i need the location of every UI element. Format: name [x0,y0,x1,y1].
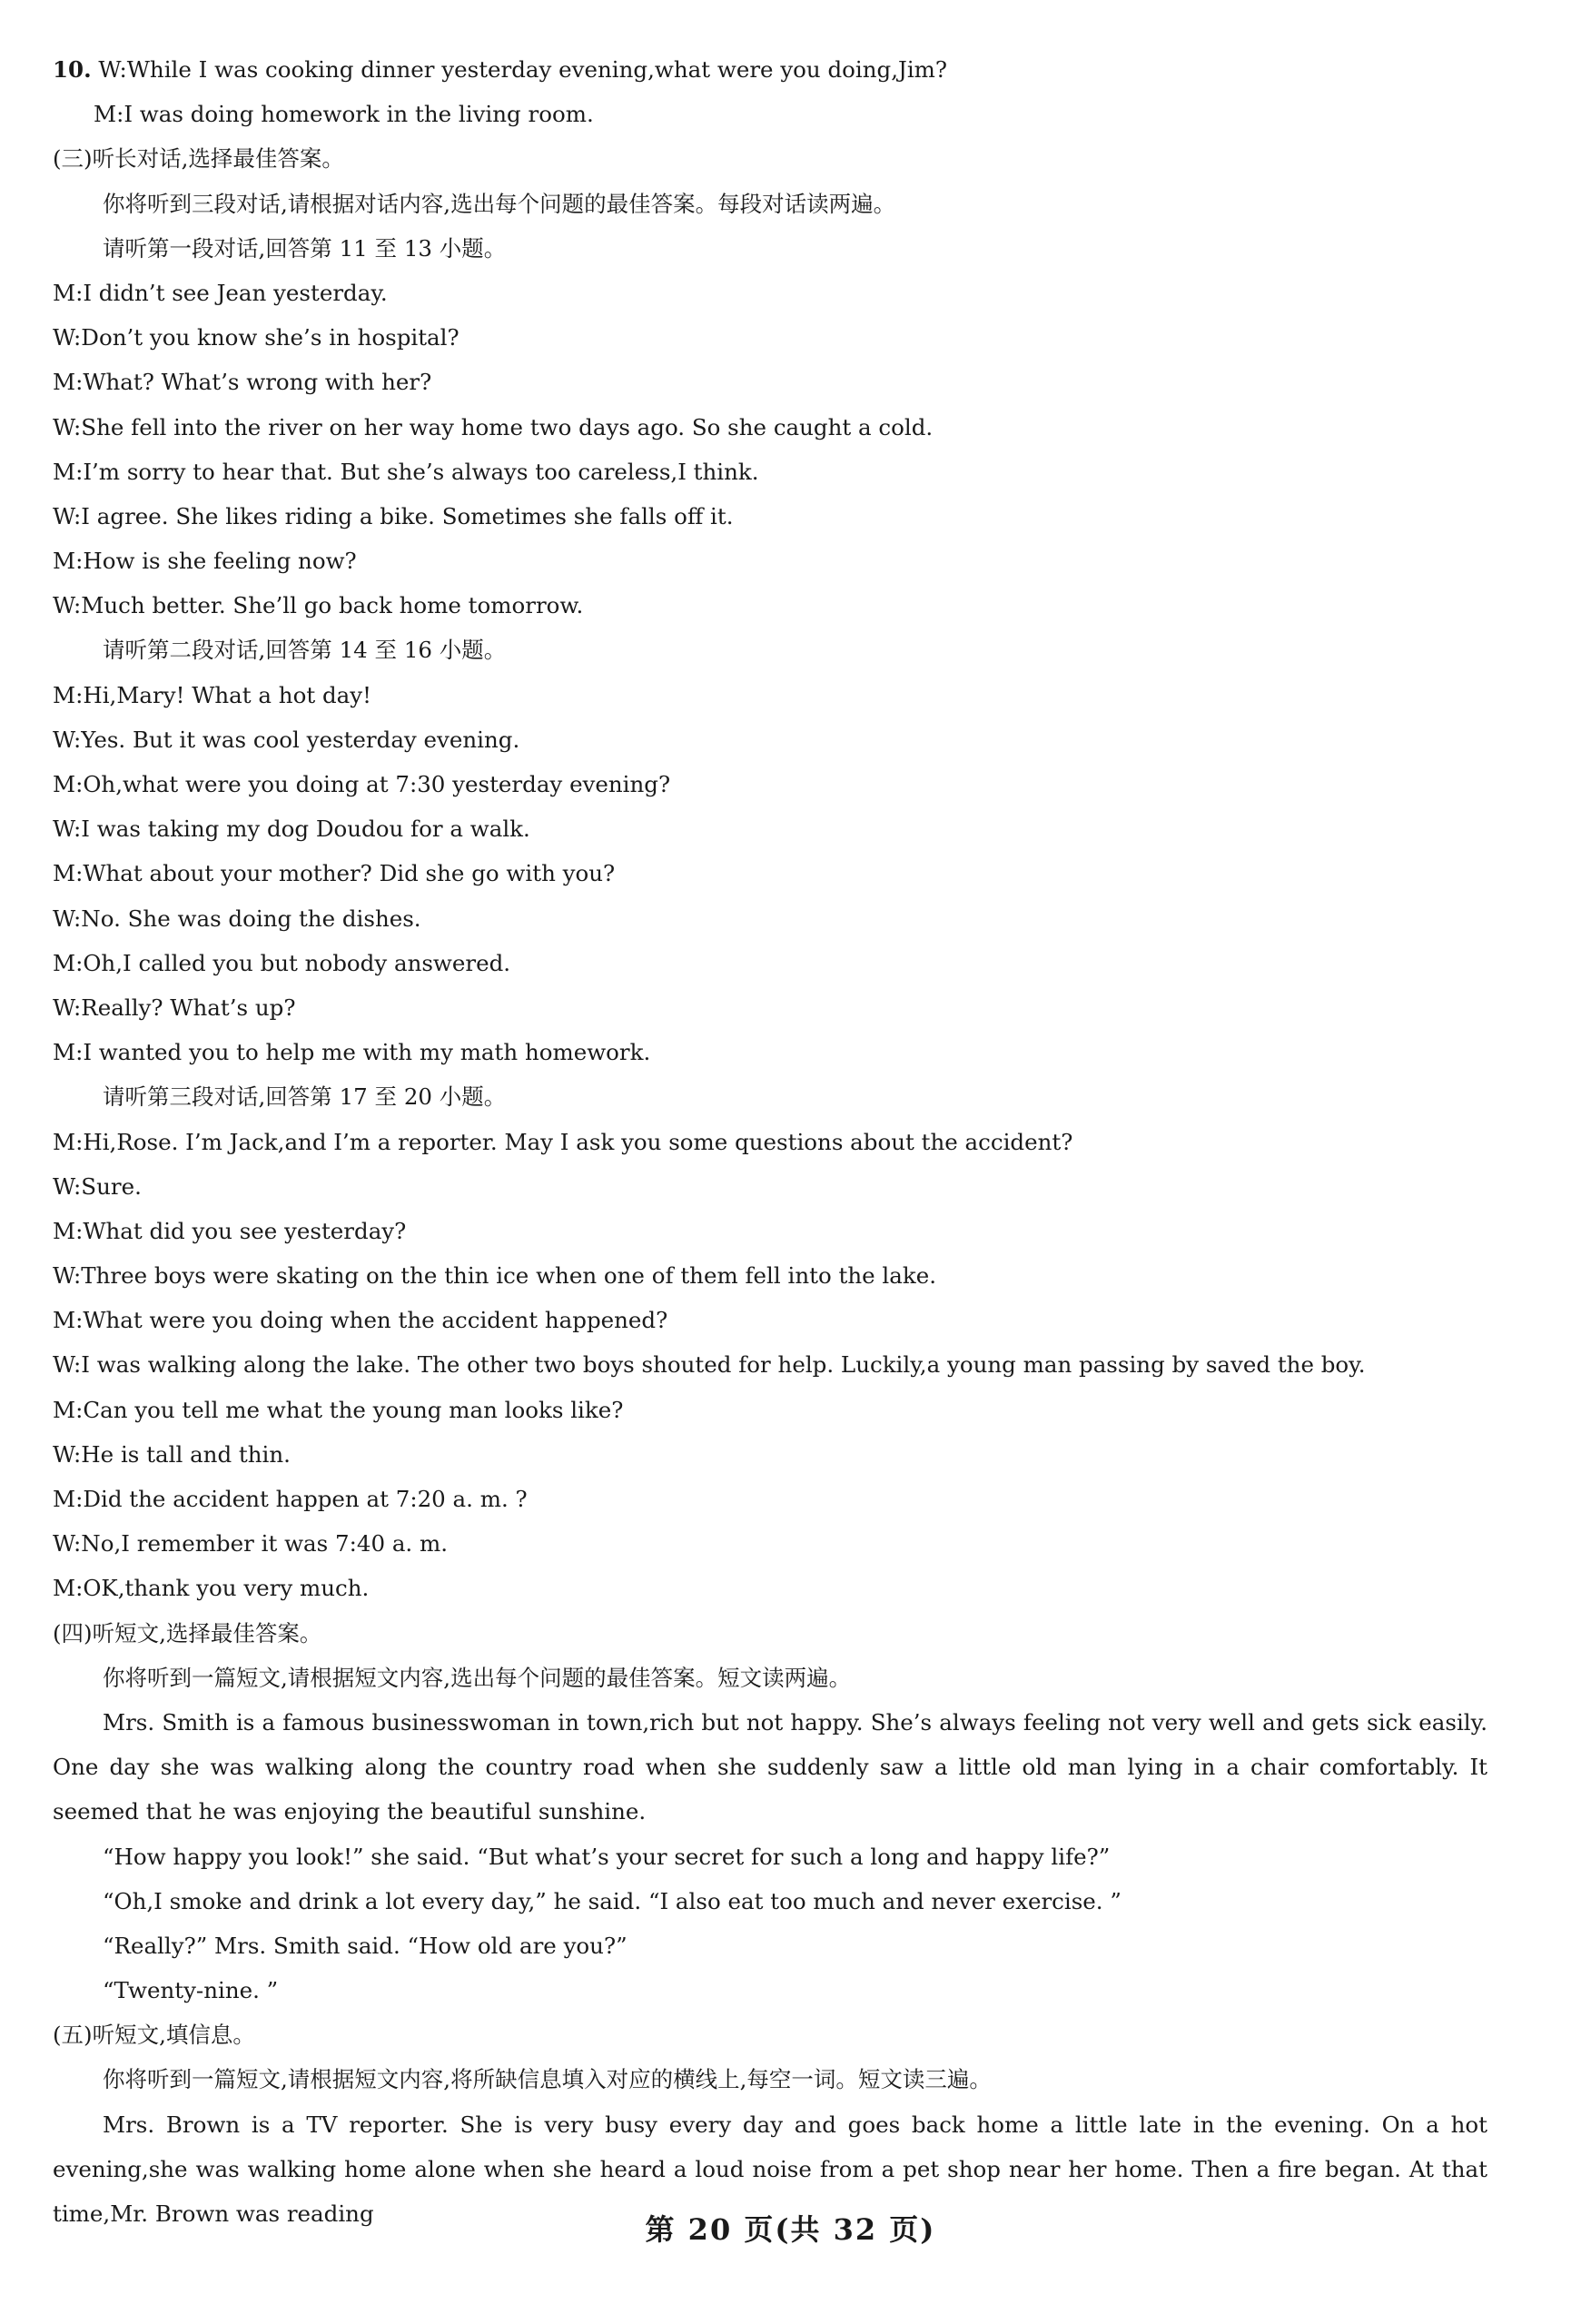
dialog-line: M:Hi,Rose. I’m Jack,and I’m a reporter. May I ask you some questions about the accident? [53,1128,1073,1155]
dialog-line: M:Can you tell me what the young man looks like? [53,1396,624,1423]
dialog-line: M:What were you doing when the accident happened? [53,1307,668,1334]
dialog-1-intro: 请听第一段对话,回答第 11 至 13 小题。 [103,234,507,262]
page-number-footer: 第 20 页(共 32 页) [645,2212,936,2247]
dialog-line: W:I was walking along the lake. The other two boys shouted for help. Luckily,a young man passing by saved the boy. [53,1351,1366,1379]
dialog-line: M:What did you see yesterday? [53,1217,407,1244]
passage-quote: “How happy you look!” she said. “But what’s your secret for such a long and happy life?” [103,1843,1111,1870]
dialog-line: W:She fell into the river on her way home two days ago. So she caught a cold. [53,413,934,440]
dialog-line: W:I was taking my dog Doudou for a walk. [53,816,530,843]
dialog-line: M:I’m sorry to hear that. But she’s always too careless,I think. [53,458,759,485]
dialog-3-intro: 请听第三段对话,回答第 17 至 20 小题。 [103,1083,507,1111]
exam-page-content [53,47,1487,2236]
section-5-passage: Mrs. Brown is a TV reporter. She is very busy every day and goes back home a little late in the evening. On a hot evening,she was walking home alone when she heard a loud noise from a pet shop near her home. Then a fire began. At that time,Mr. Brown was reading [53,2111,1487,2228]
dialog-line: W:Sure. [53,1172,142,1200]
section-4-passage: Mrs. Smith is a famous businesswoman in town,rich but not happy. She’s always feeling not very well and gets sick easily. One day she was walking along the country road when she suddenly saw a little old man lying in a chair comfortably. It seemed that he was enjoying the beautiful sunshine. [53,1708,1487,1825]
section-3-heading: (三)听长对话,选择最佳答案。 [53,145,344,173]
dialog-line: M:OK,thank you very much. [53,1575,370,1602]
dialog-line: W:No,I remember it was 7:40 a. m. [53,1530,449,1558]
dialog-line: M:Oh,I called you but nobody answered. [53,949,511,976]
question-number: 10. [53,56,92,83]
section-5-instruction: 你将听到一篇短文,请根据短文内容,将所缺信息填入对应的横线上,每空一词。短文读三遍。 [103,2066,992,2093]
dialog-line: M:I didn’t see Jean yesterday. [53,279,388,306]
dialog-line: M:What about your mother? Did she go with you? [53,860,616,887]
section-3-instruction: 你将听到三段对话,请根据对话内容,选出每个问题的最佳答案。每段对话读两遍。 [103,190,896,217]
section-5-heading: (五)听短文,填信息。 [53,2022,255,2049]
dialog-line: W:While I was cooking dinner yesterday evening,what were you doing,Jim? [98,56,948,83]
passage-quote: “Really?” Mrs. Smith said. “How old are you?” [103,1932,627,1959]
section-4-heading: (四)听短文,选择最佳答案。 [53,1619,322,1647]
dialog-line: W:Really? What’s up? [53,994,296,1021]
dialog-line: M:What? What’s wrong with her? [53,369,432,396]
dialog-line: M:Oh,what were you doing at 7:30 yesterday evening? [53,771,671,797]
question-10-line-1 [53,47,1487,92]
dialog-line: M:I wanted you to help me with my math homework. [53,1039,651,1066]
passage-quote: “Oh,I smoke and drink a lot every day,” he said. “I also eat too much and never exercise. ” [103,1887,1122,1914]
dialog-line: W:Yes. But it was cool yesterday evening. [53,726,520,753]
question-10-line-2: M:I was doing homework in the living room. [94,101,594,128]
dialog-line: W:I agree. She likes riding a bike. Sometimes she falls off it. [53,502,734,529]
dialog-2-intro: 请听第二段对话,回答第 14 至 16 小题。 [103,637,507,664]
dialog-line: W:Three boys were skating on the thin ice when one of them fell into the lake. [53,1262,936,1290]
dialog-line: M:How is she feeling now? [53,548,357,575]
dialog-line: M:Did the accident happen at 7:20 a. m. ? [53,1486,528,1512]
dialog-line: W:He is tall and thin. [53,1440,291,1468]
passage-quote: “Twenty-nine. ” [103,1977,279,2004]
dialog-line: W:Don’t you know she’s in hospital? [53,324,459,351]
section-4-instruction: 你将听到一篇短文,请根据短文内容,选出每个问题的最佳答案。短文读两遍。 [103,1664,852,1691]
dialog-line: M:Hi,Mary! What a hot day! [53,681,371,708]
dialog-line: W:No. She was doing the dishes. [53,905,421,932]
dialog-line: W:Much better. She’ll go back home tomorrow. [53,592,584,619]
